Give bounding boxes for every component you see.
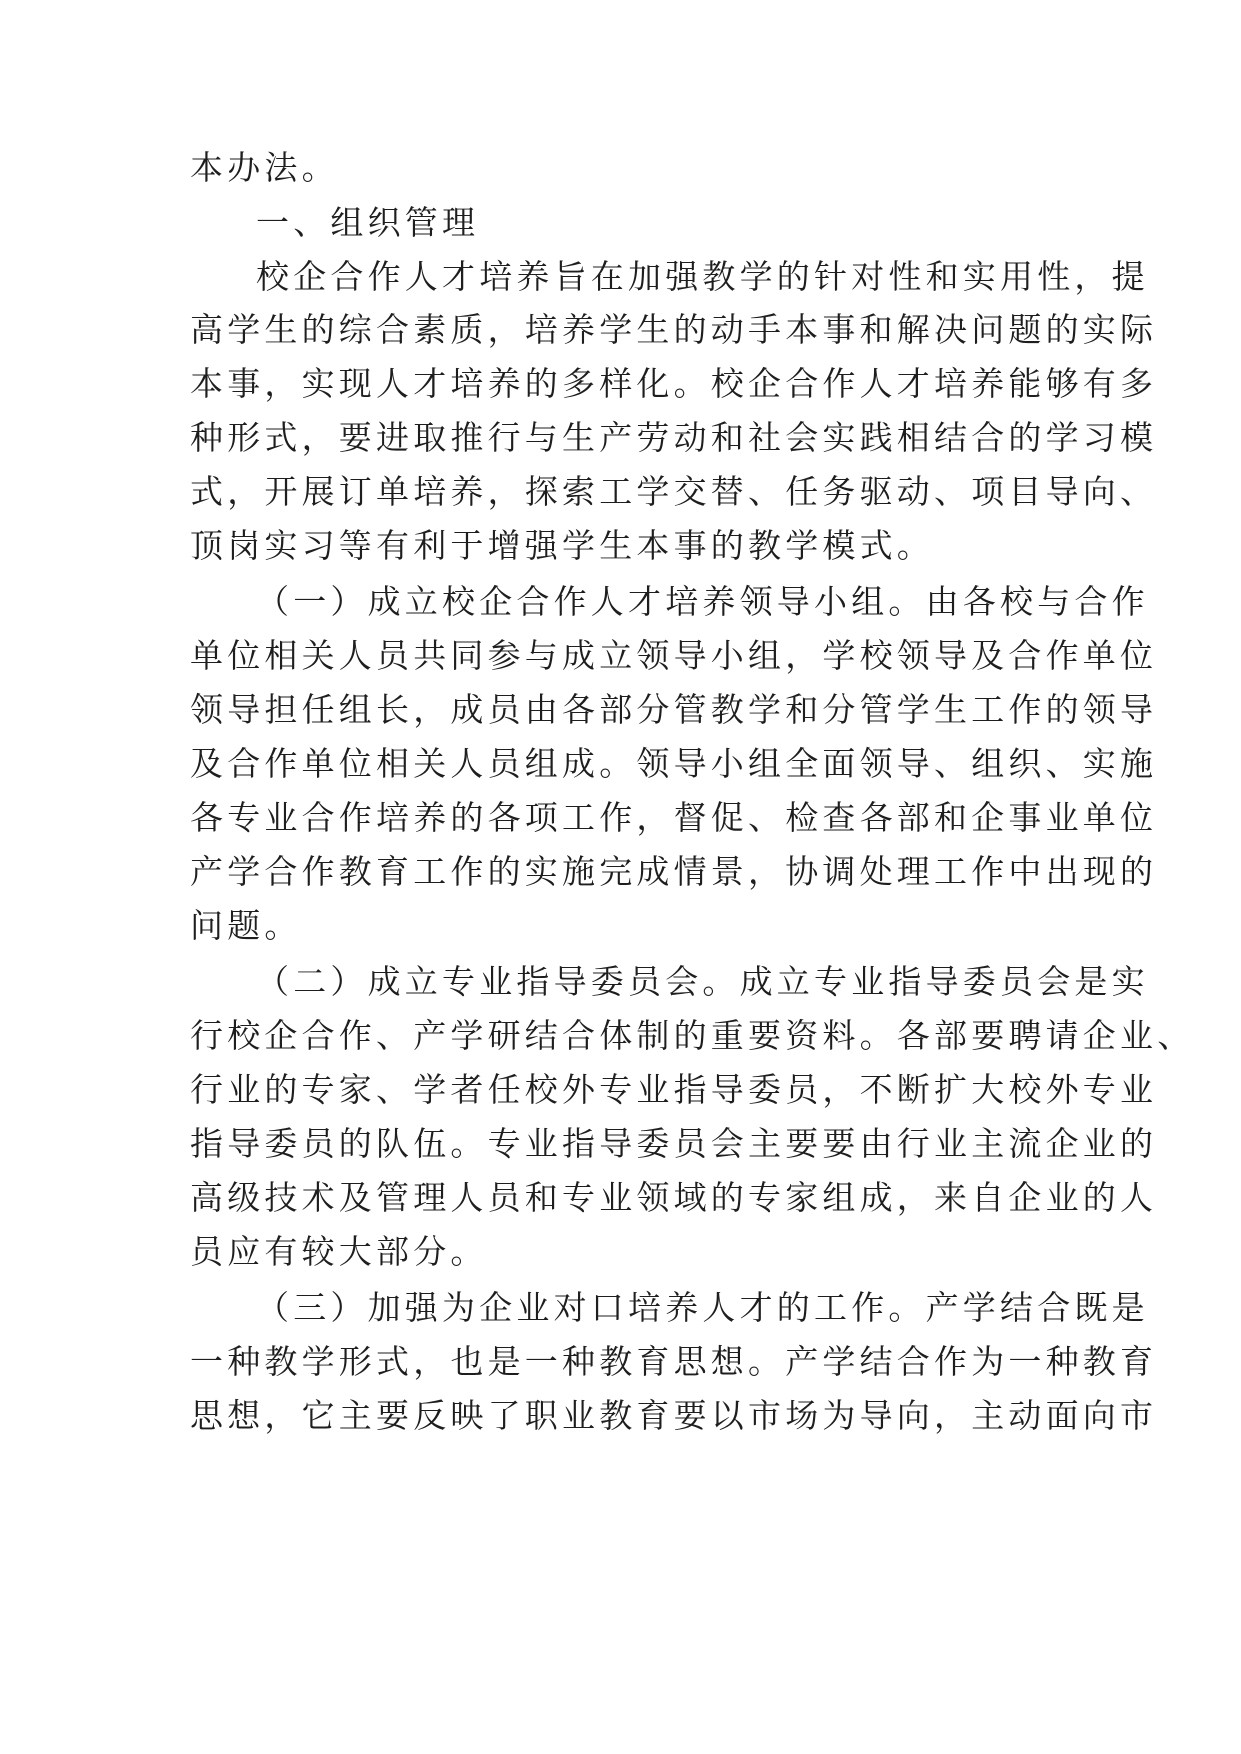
paragraph-line: 校企合作人才培养旨在加强教学的针对性和实用性，提 (256, 257, 1149, 296)
paragraph-line: 员应有较大部分。 (190, 1232, 488, 1271)
paragraph-line: 指导委员的队伍。专业指导委员会主要要由行业主流企业的 (190, 1124, 1158, 1163)
paragraph-line: 高学生的综合素质，培养学生的动手本事和解决问题的实际 (190, 310, 1158, 349)
paragraph-line: 各专业合作培养的各项工作，督促、检查各部和企事业单位 (190, 798, 1158, 837)
paragraph-line: 一种教学形式，也是一种教育思想。产学结合作为一种教育 (190, 1342, 1158, 1381)
section-heading: 一、组织管理 (256, 203, 480, 242)
subsection-line: （一）成立校企合作人才培养领导小组。由各校与合作 (256, 582, 1149, 621)
paragraph-line: 顶岗实习等有利于增强学生本事的教学模式。 (190, 526, 934, 565)
paragraph-line: 高级技术及管理人员和专业领域的专家组成，来自企业的人 (190, 1178, 1158, 1217)
paragraph-line: 领导担任组长，成员由各部分管教学和分管学生工作的领导 (190, 690, 1158, 729)
paragraph-line: 及合作单位相关人员组成。领导小组全面领导、组织、实施 (190, 744, 1158, 783)
paragraph-line: 行校企合作、产学研结合体制的重要资料。各部要聘请企业、 (190, 1016, 1195, 1055)
paragraph-continuation: 本办法。 (190, 148, 339, 187)
paragraph-line: 本事，实现人才培养的多样化。校企合作人才培养能够有多 (190, 364, 1158, 403)
paragraph-line: 式，开展订单培养，探索工学交替、任务驱动、项目导向、 (190, 472, 1158, 511)
paragraph-line: 问题。 (190, 906, 302, 945)
subsection-line: （二）成立专业指导委员会。成立专业指导委员会是实 (256, 962, 1149, 1001)
paragraph-line: 单位相关人员共同参与成立领导小组，学校领导及合作单位 (190, 636, 1158, 675)
paragraph-line: 思想，它主要反映了职业教育要以市场为导向，主动面向市 (190, 1396, 1158, 1435)
paragraph-line: 行业的专家、学者任校外专业指导委员，不断扩大校外专业 (190, 1070, 1158, 1109)
paragraph-line: 种形式，要进取推行与生产劳动和社会实践相结合的学习模 (190, 418, 1158, 457)
subsection-line: （三）加强为企业对口培养人才的工作。产学结合既是 (256, 1288, 1149, 1327)
paragraph-line: 产学合作教育工作的实施完成情景，协调处理工作中出现的 (190, 852, 1158, 891)
